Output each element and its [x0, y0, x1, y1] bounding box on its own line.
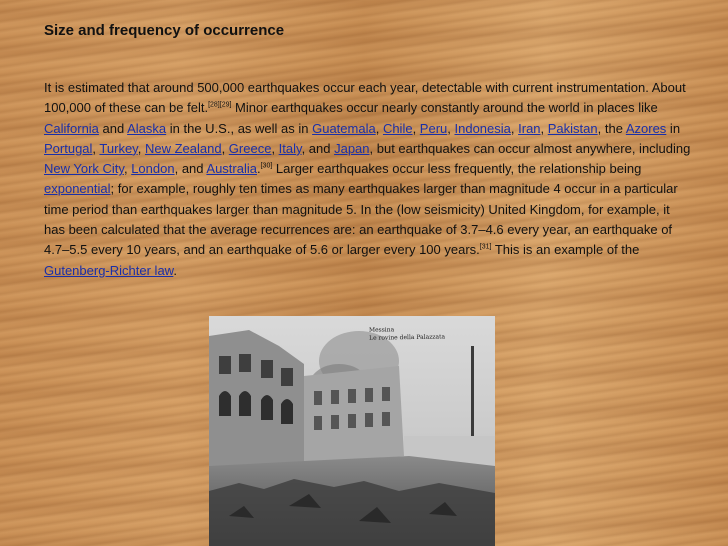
link-london[interactable]: London	[131, 161, 175, 177]
citation-ref[interactable]: [28][29]	[208, 101, 232, 109]
link-portugal[interactable]: Portugal	[44, 140, 93, 156]
link-indonesia[interactable]: Indonesia	[454, 120, 511, 136]
text-segment: It is estimated that around 500,000 earthquakes occur each year, detectable with current instrumentation. About 100,000 of these can be felt.	[44, 80, 686, 116]
text-segment: , the	[597, 120, 626, 136]
text-segment: Minor earthquakes occur nearly constantly around the world in places like	[231, 100, 658, 116]
citation-ref[interactable]: [31]	[479, 244, 492, 252]
earthquake-ruins-photo	[209, 316, 495, 546]
text-segment: Larger earthquakes occur less frequently, the relationship being	[272, 161, 642, 177]
slide-title: Size and frequency of occurrence	[44, 22, 285, 39]
text-segment: in the U.S., as well as in	[166, 120, 313, 136]
text-segment: , and	[301, 140, 335, 156]
text-segment: , and	[174, 161, 207, 177]
link-guatemala[interactable]: Guatemala	[312, 120, 376, 136]
link-italy[interactable]: Italy	[278, 140, 302, 156]
link-california[interactable]: California	[44, 120, 99, 136]
text-segment: This is an example of the	[491, 242, 640, 258]
link-exponential[interactable]: exponential	[44, 181, 111, 197]
link-pakistan[interactable]: Pakistan	[547, 120, 598, 136]
link-turkey[interactable]: Turkey	[99, 140, 138, 156]
link-greece[interactable]: Greece	[228, 140, 272, 156]
caption-line: Messina	[368, 326, 395, 334]
ruins-illustration	[209, 316, 495, 546]
text-segment: .	[173, 262, 177, 278]
text-segment: , but earthquakes can occur almost anywhere, including	[369, 140, 691, 156]
link-alaska[interactable]: Alaska	[127, 120, 167, 136]
link-japan[interactable]: Japan	[334, 140, 370, 156]
text-segment: ; for example, roughly ten times as many earthquakes larger than magnitude 4 occur in a particular time period than earthquakes larger than magnitude 5. In the (low seismicity) United Kingdom, for example, it has been calculated that the average recurrences are: an earthquake of 3.7–4.6 every year, an earthquake of 4.7–5.5 every 10 years, and an earthquake of 5.6 or larger every 100 years.	[44, 181, 678, 258]
link-gutenberg-richter-law[interactable]: Gutenberg-Richter law	[44, 262, 174, 278]
body-paragraph: It is estimated that around 500,000 earthquakes occur each year, detectable with current instrumentation. About 100,000 of these can be felt.[28][29] Minor earthquakes occur nearly constantly around the world in places like California and Alaska in the U.S., as well as in Guatemala, Chile, Peru, Indonesia, Iran, Pakistan, the Azores in Portugal, Turkey, New Zealand, Greece, Italy, and Japan, but earthquakes can occur almost anywhere, including New York City, London, and Australia.[30] Larger earthquakes occur less frequently, the relationship being exponential; for example, roughly ten times as many earthquakes larger than magnitude 4 occur in a particular time period than earthquakes larger than magnitude 5. In the (low seismicity) United Kingdom, for example, it has been calculated that the average recurrences are: an earthquake of 3.7–4.6 every year, an earthquake of 4.7–5.5 every 10 years, and an earthquake of 5.6 or larger every 100 years.[31] This is an example of the Gutenberg-Richter law.	[44, 80, 691, 278]
text-segment: in	[666, 120, 681, 136]
photo-caption	[369, 325, 459, 343]
link-new-york-city[interactable]: New York City	[44, 161, 124, 177]
caption-line: Le rovine della Palazzata	[369, 333, 446, 342]
link-azores[interactable]: Azores	[625, 120, 667, 136]
link-chile[interactable]: Chile	[382, 120, 413, 136]
link-australia[interactable]: Australia	[206, 161, 257, 177]
link-iran[interactable]: Iran	[518, 120, 541, 136]
link-peru[interactable]: Peru	[419, 120, 448, 136]
link-new-zealand[interactable]: New Zealand	[144, 140, 222, 156]
citation-ref[interactable]: [30]	[260, 162, 273, 170]
text-segment: and	[98, 120, 128, 136]
